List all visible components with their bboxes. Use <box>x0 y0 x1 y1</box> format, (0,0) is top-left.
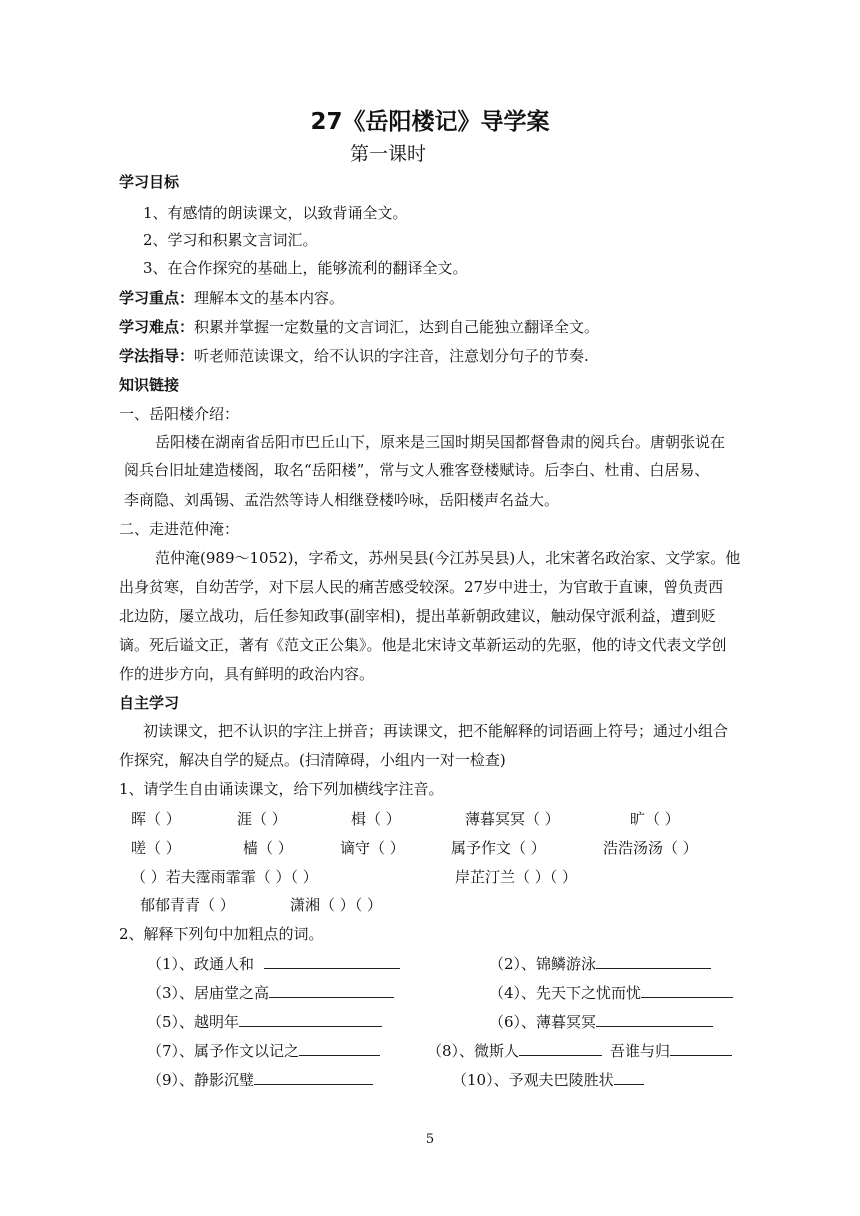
explain-item <box>489 1011 713 1032</box>
answer-blank[interactable] <box>596 954 711 969</box>
section2-line: 北边防，屡立战功，后任参知政事(副宰相)，提出革新朝政建议，触动保守派利益，遭到贬 <box>119 607 716 625</box>
explain-item <box>147 953 400 974</box>
explain-item-text: （5）、越明年 <box>147 1013 240 1031</box>
pinyin-blank-item: 嗟（ ） <box>131 839 181 857</box>
self-study-intro: 初读课文，把不认识的字注上拼音；再读课文，把不能解释的词语画上符号；通过小组合 <box>143 722 729 740</box>
answer-blank[interactable] <box>264 954 400 969</box>
key-point-text: 理解本文的基本内容。 <box>194 289 345 307</box>
difficulty-label: 学习难点： <box>119 318 195 336</box>
method-text: 听老师范读课文，给不认识的字注音，注意划分句子的节奏. <box>194 347 589 365</box>
explain-item-text: （6）、薄暮冥冥 <box>489 1013 597 1031</box>
objective-item: 2、学习和积累文言词汇。 <box>143 231 318 249</box>
difficulty <box>119 316 599 337</box>
key-point-label: 学习重点： <box>119 289 195 307</box>
section1-heading: 一、岳阳楼介绍： <box>119 405 240 423</box>
answer-blank[interactable] <box>614 1070 644 1085</box>
answer-blank[interactable] <box>239 1012 382 1027</box>
explain-item-text: （4）、先天下之忧而忧 <box>489 984 642 1002</box>
pinyin-blank-item: （ ）若夫霪雨霏霏（ ）（ ） <box>131 868 318 886</box>
explain-item-text: （10）、予观夫巴陵胜状 <box>452 1071 614 1089</box>
page-subtitle: 第一课时 <box>350 143 427 165</box>
page-title: 27《岳阳楼记》导学案 <box>310 109 550 135</box>
key-point <box>119 287 344 308</box>
pinyin-blank-item: 谪守（ ） <box>340 839 405 857</box>
knowledge-heading: 知识链接 <box>119 376 180 394</box>
pinyin-blank-item: 楫（ ） <box>351 810 401 828</box>
pinyin-blank-item: 樯（ ） <box>243 839 293 857</box>
section2-line: 出身贫寒，自幼苦学，对下层人民的痛苦感受较深。27岁中进士，为官敢于直谏，曾负责西 <box>119 578 724 596</box>
explain-item-text: （9）、静影沉璧 <box>147 1071 255 1089</box>
explain-item <box>489 982 733 1003</box>
pinyin-blank-item: 郁郁青青（ ） <box>140 896 235 914</box>
pinyin-blank-item: 属予作文（ ） <box>451 839 546 857</box>
section2-line: 作的进步方向，具有鲜明的政治内容。 <box>119 665 375 683</box>
section2-line: 谪。死后谥文正，著有《范文正公集》。他是北宋诗文革新运动的先驱，他的诗文代表文学创 <box>119 636 727 654</box>
answer-blank[interactable] <box>269 983 394 998</box>
difficulty-text: 积累并掌握一定数量的文言词汇，达到自己能独立翻译全文。 <box>194 318 600 336</box>
objective-item: 1、有感情的朗读课文，以致背诵全文。 <box>143 204 408 222</box>
section1-line: 阅兵台旧址建造楼阁，取名“岳阳楼”，常与文人雅客登楼赋诗。后李白、杜甫、白居易、 <box>124 461 710 479</box>
explain-item-text: （3）、居庙堂之高 <box>147 984 270 1002</box>
self-study-intro: 作探究，解决自学的疑点。(扫清障碍，小组内一对一检查) <box>119 751 506 769</box>
answer-blank[interactable] <box>596 1012 713 1027</box>
explain-item <box>147 1040 380 1061</box>
objective-item: 3、在合作探究的基础上，能够流利的翻译全文。 <box>143 259 468 277</box>
answer-blank[interactable] <box>519 1041 602 1056</box>
pinyin-blank-item: 浩浩汤汤（ ） <box>603 839 698 857</box>
question-2: 2、解释下列句中加粗点的词。 <box>119 925 324 943</box>
answer-blank[interactable] <box>254 1070 373 1085</box>
pinyin-blank-item: 潇湘（ ）（ ） <box>290 896 383 914</box>
pinyin-blank-item: 岸芷汀兰（ ）（ ） <box>455 868 578 886</box>
self-study-heading: 自主学习 <box>119 694 180 712</box>
section1-line: 岳阳楼在湖南省岳阳市巴丘山下，原来是三国时期吴国都督鲁肃的阅兵台。唐朝张说在 <box>155 433 726 451</box>
explain-item <box>147 1011 382 1032</box>
answer-blank[interactable] <box>670 1041 732 1056</box>
question-1: 1、请学生自由诵读课文，给下列加横线字注音。 <box>119 780 444 798</box>
explain-item <box>147 982 394 1003</box>
answer-blank[interactable] <box>641 983 733 998</box>
pinyin-blank-item: 晖（ ） <box>131 810 181 828</box>
explain-item <box>452 1069 644 1090</box>
explain-item-text: （7）、属予作文以记之 <box>147 1042 300 1060</box>
pinyin-blank-item: 涯（ ） <box>237 810 287 828</box>
explain-item-text: 吾谁与归 <box>610 1042 671 1060</box>
explain-item <box>489 953 711 974</box>
section2-line: 范仲淹(989～1052)，字希文，苏州吴县(今江苏吴县)人，北宋著名政治家、文学家。他 <box>155 549 741 567</box>
page-number: 5 <box>425 1132 435 1147</box>
explain-item-text: （1）、政通人和 <box>147 955 255 973</box>
answer-blank[interactable] <box>299 1041 380 1056</box>
objectives-heading: 学习目标 <box>119 173 180 191</box>
method-label: 学法指导： <box>119 347 195 365</box>
pinyin-blank-item: 薄暮冥冥（ ） <box>465 810 560 828</box>
section1-line: 李商隐、刘禹锡、孟浩然等诗人相继登楼吟咏，岳阳楼声名益大。 <box>124 491 560 509</box>
method <box>119 345 589 366</box>
explain-item <box>147 1069 373 1090</box>
explain-item <box>427 1040 732 1061</box>
section2-heading: 二、走进范仲淹： <box>119 520 240 538</box>
explain-item-text: （8）、微斯人 <box>427 1042 520 1060</box>
explain-item-text: （2）、锦鳞游泳 <box>489 955 597 973</box>
pinyin-blank-item: 旷（ ） <box>630 810 680 828</box>
